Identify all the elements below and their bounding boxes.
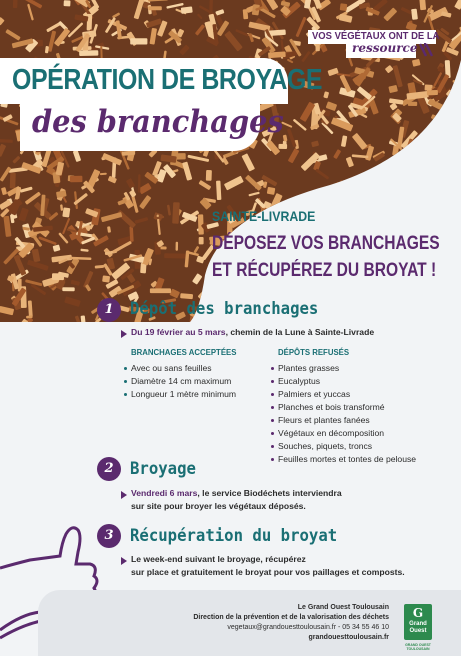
footer-site: grandouesttoulousain.fr <box>308 634 389 641</box>
refused-item: Souches, piquets, troncs <box>271 441 372 451</box>
logo-letter: G <box>412 606 424 620</box>
logo-subtitle: GRAND OUEST TOULOUSAIN <box>405 643 431 651</box>
refused-item: Plantes grasses <box>271 363 339 373</box>
step-1-title: Dépôt des branchages <box>130 299 319 319</box>
page-subtitle: des branchages <box>32 104 284 140</box>
refused-item: Feuilles mortes et tontes de pelouse <box>271 454 416 464</box>
step-2-line-1: Vendredi 6 mars, le service Biodéchets interviendra <box>131 488 342 498</box>
accepted-heading: BRANCHAGES ACCEPTÉES <box>131 348 237 357</box>
headline-line-1: DÉPOSEZ VOS BRANCHAGES <box>212 233 440 254</box>
step-1-number: 1 <box>97 298 121 322</box>
accepted-item: Avec ou sans feuilles <box>124 363 212 373</box>
footer-contact: vegetaux@grandouesttoulousain.fr - 05 34 55 46 10 <box>227 624 389 631</box>
step-3-title: Récupération du broyat <box>130 526 338 546</box>
step-1-date: Du 19 février au 5 mars, chemin de la Lune à Sainte-Livrade <box>131 327 375 337</box>
refused-item: Fleurs et plantes fanées <box>271 415 370 425</box>
location-label: SAINTE-LIVRADE <box>212 208 316 224</box>
logo-text-2: Ouest <box>409 628 427 634</box>
logo-text-1: Grand <box>409 621 427 627</box>
refused-item: Végétaux en décomposition <box>271 428 384 438</box>
refused-item: Eucalyptus <box>271 376 320 386</box>
step-2-line-2: sur site pour broyer les végétaux déposés. <box>131 501 306 511</box>
arrow-icon <box>121 491 127 499</box>
refused-item: Planches et bois transformé <box>271 402 385 412</box>
footer-dept: Direction de la prévention et de la valorisation des déchets <box>193 614 389 621</box>
step-2-number: 2 <box>97 457 121 481</box>
step-3-line-1: Le week-end suivant le broyage, récupérez <box>131 554 306 564</box>
page-title: OPÉRATION DE BROYAGE <box>12 64 323 96</box>
step-2-title: Broyage <box>130 459 196 479</box>
headline-line-2: ET RÉCUPÉREZ DU BROYAT ! <box>212 260 437 281</box>
refused-item: Palmiers et yuccas <box>271 389 350 399</box>
accepted-item: Diamètre 14 cm maximum <box>124 376 231 386</box>
arrow-icon <box>121 557 127 565</box>
step-3-line-2: sur place et gratuitement le broyat pour vos paillages et composts. <box>131 567 405 577</box>
refused-heading: DÉPÔTS REFUSÉS <box>278 348 350 357</box>
tag-line-1: VOS VÉGÉTAUX ONT DE LA <box>312 30 440 42</box>
footer-org: Le Grand Ouest Toulousain <box>297 604 389 611</box>
step-3-number: 3 <box>97 524 121 548</box>
accepted-item: Longueur 1 mètre minimum <box>124 389 236 399</box>
tag-line-2: ressource ! <box>352 41 427 55</box>
arrow-icon <box>121 330 127 338</box>
